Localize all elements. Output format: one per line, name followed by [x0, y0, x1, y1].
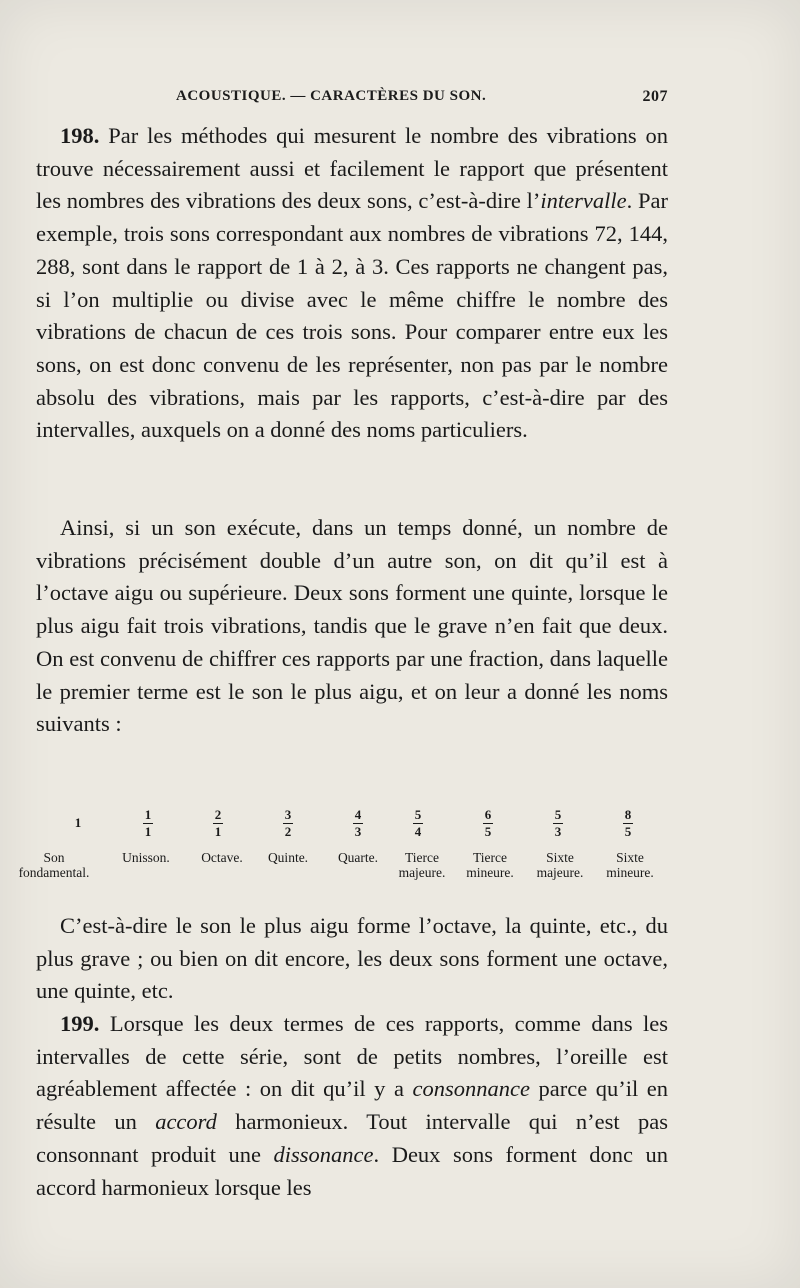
paragraph-198 [36, 120, 668, 447]
paragraph-text: . Deux sons forment donc un accord harmonieux lorsque les [36, 1141, 668, 1200]
ratio-denominator: 1 [214, 824, 222, 839]
interval-table [18, 807, 670, 880]
header-title: ACOUSTIQUE. — CARACTÈRES DU SON. [176, 88, 487, 104]
interval-name: Quarte. [337, 850, 379, 865]
interval-ratio [608, 808, 648, 839]
ratio-denominator: 4 [414, 824, 422, 839]
running-header [36, 88, 668, 112]
italic-term: consonnance [412, 1076, 530, 1102]
interval-name: Octave. [201, 850, 243, 865]
interval-name: Sixte mineure. [606, 850, 654, 880]
italic-term: accord [155, 1109, 217, 1135]
interval-name: Tierce mineure. [466, 850, 514, 880]
interval-ratio [128, 808, 168, 839]
interval-name: Sixte majeure. [536, 850, 584, 880]
italic-term: intervalle [540, 188, 627, 214]
ratio-denominator: 5 [624, 824, 632, 839]
ratio-numerator: 8 [624, 807, 632, 822]
interval-ratio [198, 808, 238, 839]
italic-term: dissonance [273, 1141, 374, 1167]
paragraph-text: Ainsi, si un son exécute, dans un temps donné, un nombre de vibrations précisément double d’un autre son, on dit qu’il est à l’octave aigu ou supérieure. Deux sons forment une quinte, lorsque le plus aigu fait trois vibrations, tandis que le grave n’en fait que deux. On est convenu de chiffrer ces rapports par une fraction, dans laquelle le premier terme est le son le plus aigu, et on leur a donné les noms suivants : [36, 515, 668, 737]
ratio-denominator: 3 [354, 824, 362, 839]
interval-ratio [538, 808, 578, 839]
ratio-numerator: 5 [414, 807, 422, 822]
paragraph-text: harmonieux. Tout intervalle qui n’est pas consonnant produit une [36, 1109, 668, 1167]
paragraph-text: parce qu’il en résulte un [36, 1076, 668, 1135]
paragraph-ainsi [36, 512, 668, 741]
ratio-denominator: 2 [284, 824, 292, 839]
paragraph-199 [36, 1008, 668, 1204]
section-number: 198. [60, 123, 100, 148]
ratio-denominator: 1 [144, 824, 152, 839]
section-number: 199. [60, 1011, 100, 1036]
paragraph-text: Par les méthodes qui mesurent le nombre des vibrations on trouve nécessairement aussi et facilement le rapport que présentent les nombres des vibrations des deux sons, c’est-à-dire l’ [36, 123, 668, 214]
interval-ratio [338, 808, 378, 839]
paragraph-text: C’est-à-dire le son le plus aigu forme l’octave, la quinte, etc., du plus grave ; ou bien on dit encore, les deux sons forment une octave, une quinte, etc. [36, 913, 668, 1004]
ratio-numerator: 2 [214, 807, 222, 822]
ratio-numerator: 1 [144, 807, 152, 822]
interval-ratio [268, 808, 308, 839]
page-number: 207 [642, 88, 668, 105]
interval-name: Unisson. [122, 850, 170, 865]
interval-ratio [398, 808, 438, 839]
ratio-numerator: 3 [284, 807, 292, 822]
paragraph-cest-a-dire [36, 910, 668, 1008]
ratio-numerator: 5 [554, 807, 562, 822]
paragraph-text: Lorsque les deux termes de ces rapports, comme dans les intervalles de cette série, sont de petits nombres, l’oreille est agréablement affectée : on dit qu’il y a [36, 1011, 669, 1102]
ratio-numerator: 4 [354, 807, 362, 822]
ratio-denominator: 3 [554, 824, 562, 839]
interval-name: Son fondamental. [18, 850, 90, 880]
interval-name: Tierce majeure. [398, 850, 446, 880]
interval-ratio [468, 808, 508, 839]
ratio-numerator: 6 [484, 807, 492, 822]
ratio-denominator: 5 [484, 824, 492, 839]
interval-name: Quinte. [267, 850, 309, 865]
paragraph-text: . Par exemple, trois sons correspondant aux nombres de vibrations 72, 144, 288, sont dans le rapport de 1 à 2, à 3. Ces rapports ne changent pas, si l’on multiplie ou divise avec le même chiffre le nombre des vibrations de chacun de ces trois sons. Pour comparer entre eux les sons, on est donc convenu de les représenter, non pas par le nombre absolu des vibrations, mais par les rapports, c’est-à-dire par des intervalles, auxquels on a donné des noms particuliers. [36, 188, 669, 443]
interval-ratio [58, 816, 98, 830]
ratio-numerator: 1 [74, 815, 82, 830]
